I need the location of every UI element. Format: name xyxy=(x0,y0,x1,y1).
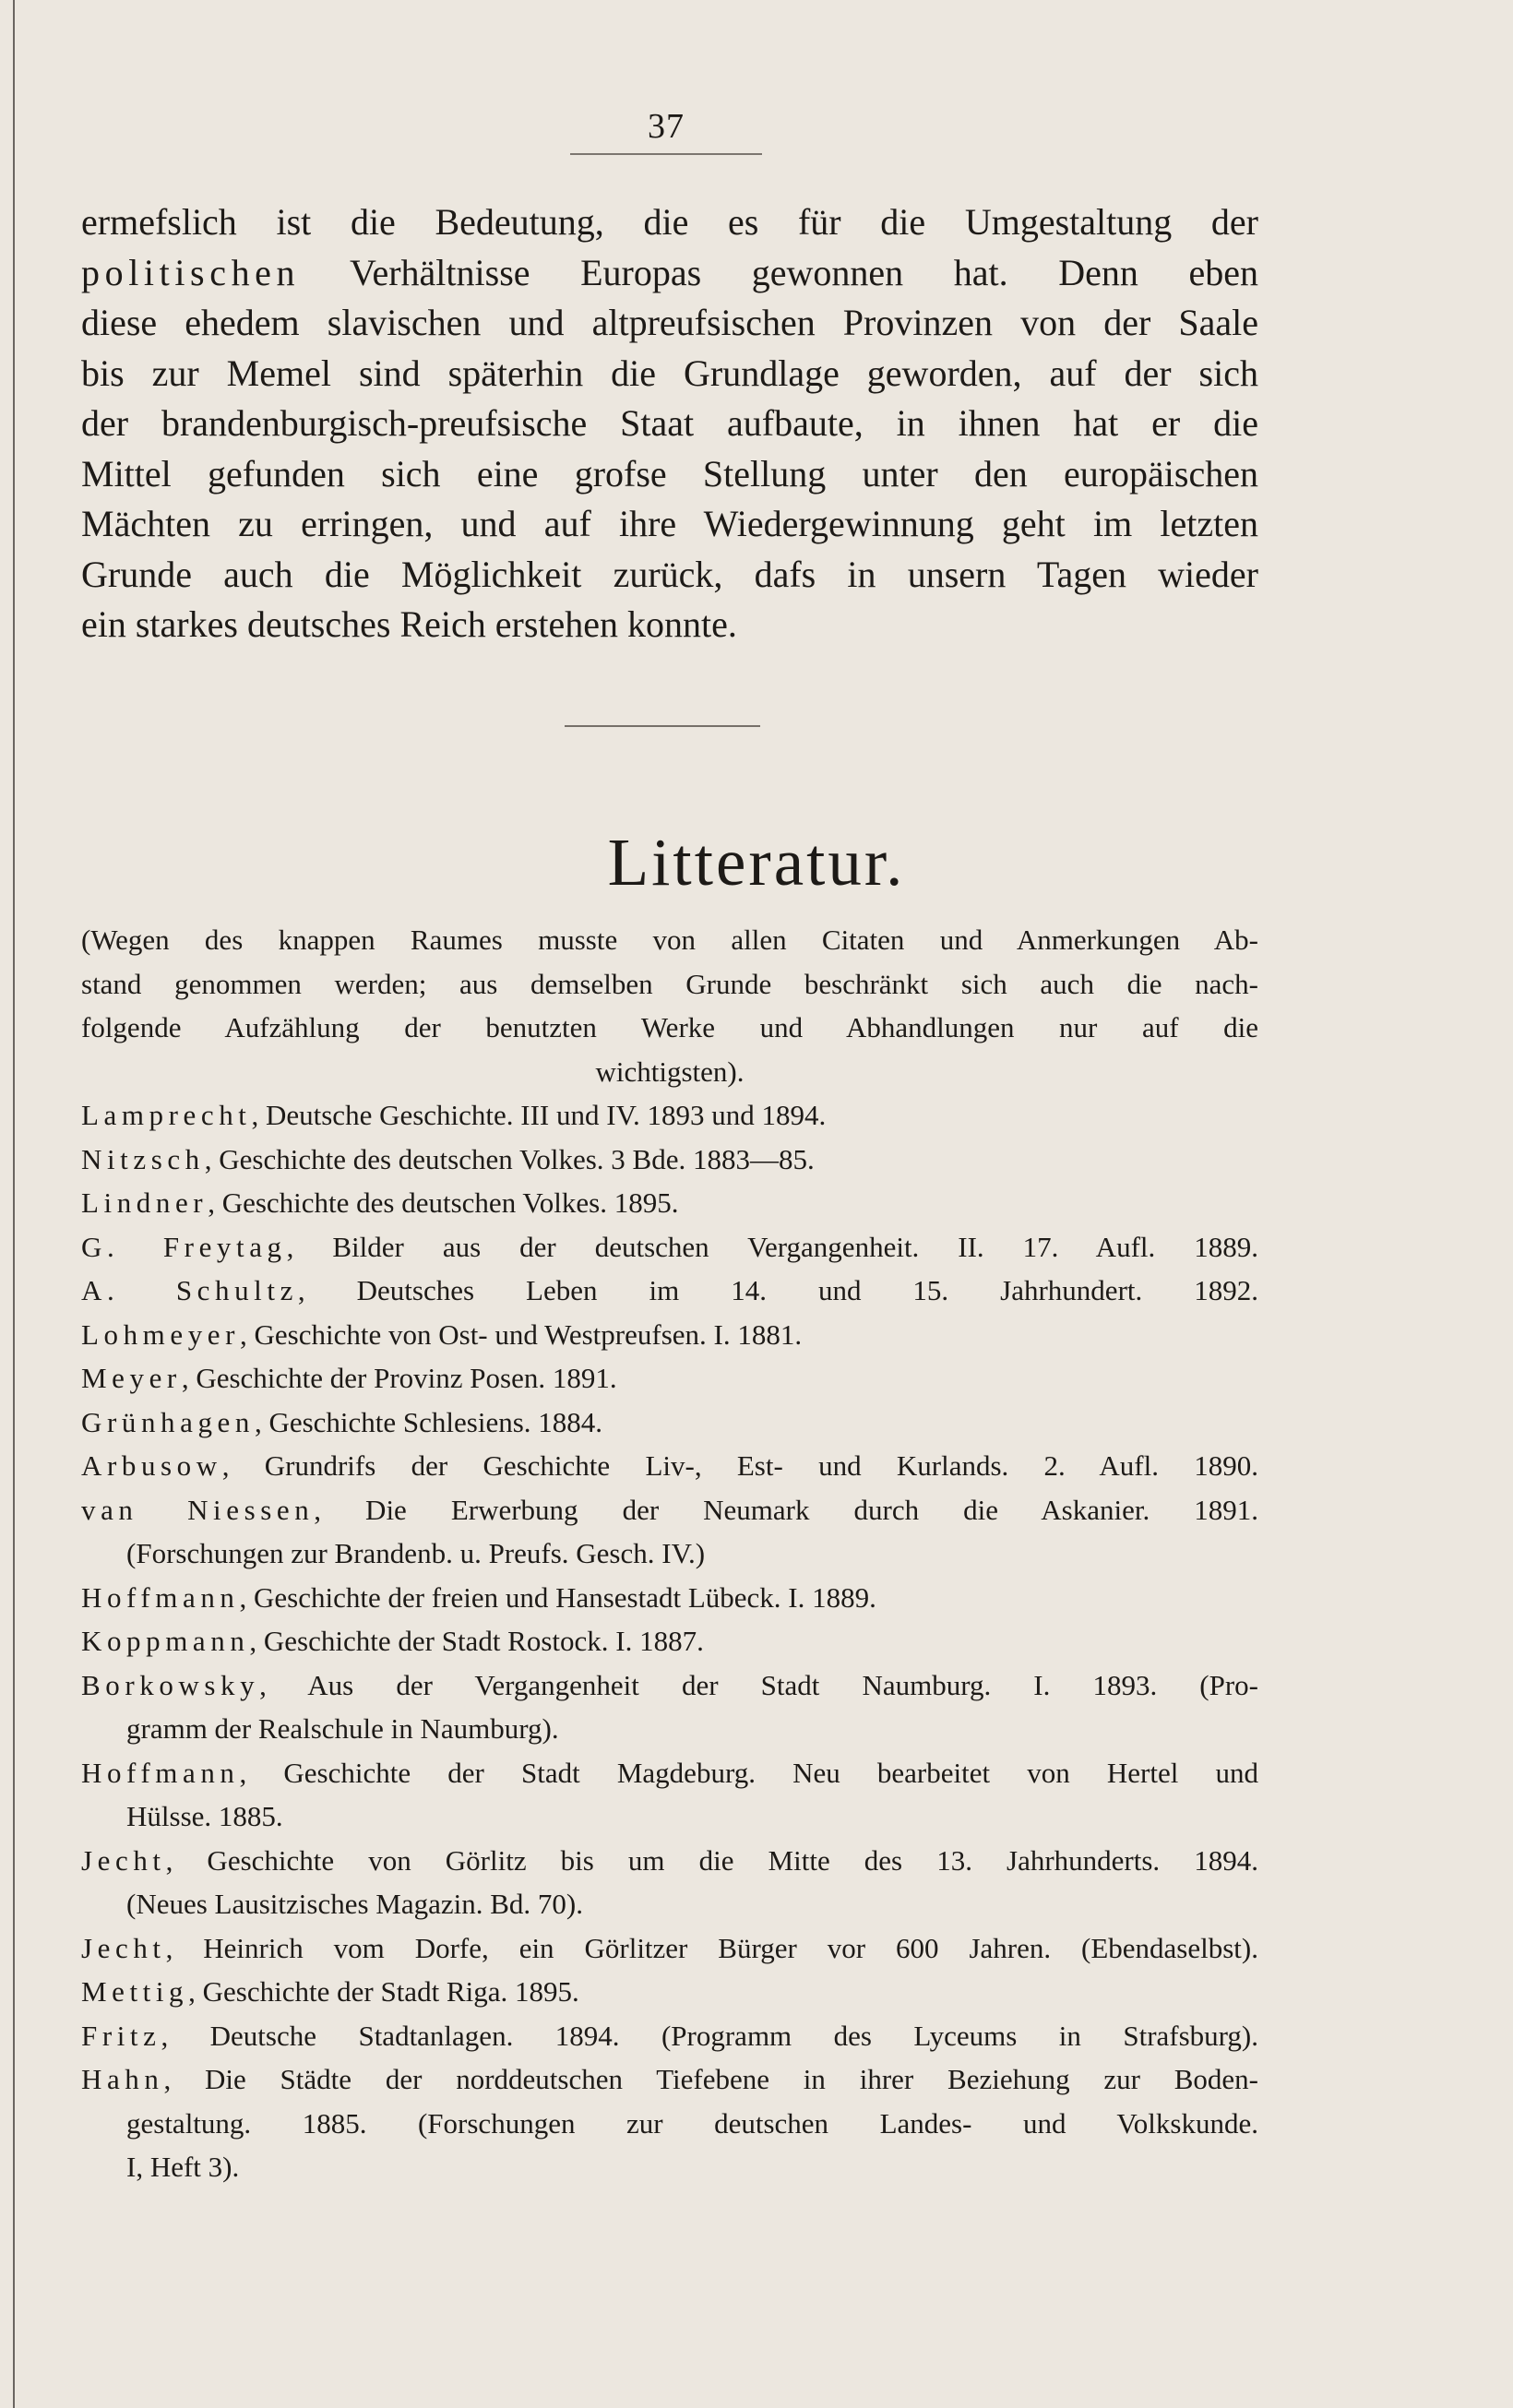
section-note xyxy=(81,918,1258,1093)
bibliography-entry-line xyxy=(81,1926,1258,1971)
bibliography-entry xyxy=(81,1356,1258,1401)
bibliography-entry xyxy=(81,1926,1258,1971)
bibliography-details: , Geschichte der Stadt Riga. 1895. xyxy=(188,1975,579,2008)
bibliography-entry xyxy=(81,1970,1258,2014)
bibliography-author: Hoffmann xyxy=(81,1756,240,1789)
note-line-1: (Wegen des knappen Raumes musste von allen Citaten und Anmerkungen Ab- xyxy=(81,924,1258,956)
bibliography-entry xyxy=(81,1839,1258,1926)
bibliography-entry xyxy=(81,1138,1258,1182)
bibliography-author: Hoffmann xyxy=(81,1580,240,1614)
page-number-rule xyxy=(570,153,762,155)
bibliography-details: , Deutsche Geschichte. III und IV. 1893 und 1894. xyxy=(251,1099,827,1131)
page-number: 37 xyxy=(648,107,685,146)
bibliography-details: , Geschichte der Stadt Magdeburg. Neu bearbeitet von Hertel und xyxy=(239,1756,1258,1789)
bibliography-continuation-line: Hülsse. 1885. xyxy=(126,1800,283,1832)
bibliography-entry xyxy=(81,1225,1258,1270)
bibliography-entry xyxy=(81,1093,1258,1138)
bibliography-details: , Deutsche Stadtanlagen. 1894. (Programm des Lyceums in Strafsburg). xyxy=(161,2019,1258,2052)
bibliography-author: Hahn xyxy=(81,2063,164,2095)
bibliography-details: , Geschichte Schlesiens. 1884. xyxy=(254,1405,603,1438)
bibliography-author: Lamprecht xyxy=(81,1099,252,1131)
bibliography-author: Lohmeyer xyxy=(81,1317,241,1351)
paragraph-line-2-rest: Verhältnisse Europas gewonnen hat. Denn eben xyxy=(350,251,1258,293)
note-line-3: folgende Aufzählung der benutzten Werke und Abhandlungen nur auf die xyxy=(81,1011,1258,1043)
bibliography-details: , Geschichte der freien und Hansestadt Lübeck. I. 1889. xyxy=(239,1580,876,1614)
bibliography-author: Borkowsky xyxy=(81,1668,260,1701)
section-title: Litteratur. xyxy=(607,825,906,900)
bibliography-author: Meyer xyxy=(81,1362,182,1394)
bibliography-details: , Geschichte der Stadt Rostock. I. 1887. xyxy=(249,1625,704,1657)
bibliography-entry xyxy=(81,1488,1258,1576)
bibliography-entry-line xyxy=(81,1839,1258,1883)
note-line-2: stand genommen werden; aus demselben Grunde beschränkt sich auch die nach- xyxy=(81,967,1258,1000)
paragraph-line-7: Mächten zu erringen, und auf ihre Wiedergewinnung geht im letzten xyxy=(81,503,1258,544)
bibliography-author: Jecht xyxy=(81,1843,166,1877)
bibliography-author: Arbusow xyxy=(81,1449,222,1482)
bibliography-details: , Die Erwerbung der Neumark durch die Askanier. 1891. xyxy=(314,1493,1258,1526)
paragraph-line-2 xyxy=(81,248,1258,299)
bibliography-details: , Geschichte des deutschen Volkes. 1895. xyxy=(208,1186,679,1219)
paragraph-line-1: ermefslich ist die Bedeutung, die es für die Umgestaltung der xyxy=(81,201,1258,243)
bibliography-continuation-line: gestaltung. 1885. (Forschungen zur deutschen Landes- und Volkskunde. xyxy=(126,2106,1258,2140)
page-header xyxy=(565,109,768,155)
bibliography-entry-line xyxy=(81,2057,1258,2102)
bibliography-entry-line xyxy=(81,1488,1258,1532)
bibliography-author: Mettig xyxy=(81,1975,189,2008)
bibliography-details: , Grundrifs der Geschichte Liv-, Est- und Kurlands. 2. Aufl. 1890. xyxy=(221,1449,1258,1482)
paragraph-line-3: diese ehedem slavischen und altpreufsischen Provinzen von der Saale xyxy=(81,302,1258,343)
bibliography-entry-line xyxy=(81,2014,1258,2058)
bibliography-details: , Geschichte des deutschen Volkes. 3 Bde. 1883—85. xyxy=(204,1142,815,1175)
bibliography-entry-line xyxy=(81,1313,1258,1357)
bibliography-continuation-line: (Forschungen zur Brandenb. u. Preufs. Gesch. IV.) xyxy=(126,1537,706,1569)
bibliography-entry-line xyxy=(81,1093,1258,1138)
bibliography-author: Grünhagen xyxy=(81,1405,255,1438)
bibliography-continuation-line: I, Heft 3). xyxy=(126,2151,240,2183)
bibliography-details: , Deutsches Leben im 14. und 15. Jahrhundert. 1892. xyxy=(297,1274,1258,1306)
bibliography-entry-line xyxy=(81,1619,1258,1663)
bibliography-continuation-line: gramm der Realschule in Naumburg). xyxy=(126,1712,559,1745)
bibliography-entry-line xyxy=(81,1576,1258,1620)
bibliography-entry xyxy=(81,1751,1258,1839)
bibliography-details: , Heinrich vom Dorfe, ein Görlitzer Bürger vor 600 Jahren. (Ebendaselbst). xyxy=(165,1931,1258,1964)
bibliography-entry-line xyxy=(81,1138,1258,1182)
bibliography-entry-line xyxy=(81,1269,1258,1313)
paragraph-line-6: Mittel gefunden sich eine grofse Stellung unter den europäischen xyxy=(81,452,1258,495)
bibliography-entry xyxy=(81,1181,1258,1225)
paragraph-line-8: Grunde auch die Möglichkeit zurück, dafs in unsern Tagen wieder xyxy=(81,553,1258,595)
paragraph-line-4: bis zur Memel sind späterhin die Grundlage geworden, auf der sich xyxy=(81,352,1258,394)
page-edge-rule xyxy=(13,0,15,2408)
bibliography-details: , Aus der Vergangenheit der Stadt Naumburg. I. 1893. (Pro- xyxy=(259,1668,1258,1701)
bibliography-entry xyxy=(81,1269,1258,1313)
bibliography-entry xyxy=(81,2014,1258,2058)
bibliography-entry-line xyxy=(81,1401,1258,1445)
body-paragraph xyxy=(81,197,1258,650)
bibliography-details: , Die Städte der norddeutschen Tiefebene in ihrer Beziehung zur Boden- xyxy=(163,2063,1258,2095)
bibliography-details: , Geschichte der Provinz Posen. 1891. xyxy=(181,1362,617,1394)
bibliography-entry xyxy=(81,1313,1258,1357)
bibliography-entry xyxy=(81,1663,1258,1751)
bibliography-entry xyxy=(81,1444,1258,1488)
bibliography-list xyxy=(81,1093,1258,2189)
bibliography-entry xyxy=(81,2057,1258,2189)
bibliography-author: G. Freytag xyxy=(81,1230,287,1263)
bibliography-entry-line xyxy=(81,1181,1258,1225)
bibliography-entry-line xyxy=(81,1225,1258,1270)
bibliography-entry-line xyxy=(81,1356,1258,1401)
bibliography-entry-line xyxy=(81,1663,1258,1708)
bibliography-entry xyxy=(81,1619,1258,1663)
bibliography-entry xyxy=(81,1576,1258,1620)
section-divider xyxy=(565,725,760,727)
emphasized-word: politischen xyxy=(81,251,301,293)
bibliography-details: , Bilder aus der deutschen Vergangenheit. II. 17. Aufl. 1889. xyxy=(286,1230,1258,1263)
bibliography-continuation-line: (Neues Lausitzisches Magazin. Bd. 70). xyxy=(126,1888,584,1920)
bibliography-details: , Geschichte von Görlitz bis um die Mitte des 13. Jahrhunderts. 1894. xyxy=(165,1843,1258,1877)
bibliography-author: Lindner xyxy=(81,1186,208,1219)
paragraph-line-9: ein starkes deutsches Reich erstehen konnte. xyxy=(81,603,737,645)
bibliography-author: Jecht xyxy=(81,1931,166,1964)
bibliography-author: A. Schultz xyxy=(81,1274,298,1306)
paragraph-line-5: der brandenburgisch-preufsische Staat aufbaute, in ihnen hat er die xyxy=(81,402,1258,444)
bibliography-author: Fritz xyxy=(81,2019,161,2052)
bibliography-entry-line xyxy=(81,1444,1258,1488)
bibliography-entry-line xyxy=(81,1751,1258,1795)
bibliography-author: van Niessen xyxy=(81,1493,315,1526)
note-line-4: wichtigsten). xyxy=(595,1055,745,1088)
bibliography-author: Nitzsch xyxy=(81,1142,205,1175)
bibliography-details: , Geschichte von Ost- und Westpreufsen. I. 1881. xyxy=(240,1317,803,1351)
bibliography-author: Koppmann xyxy=(81,1625,250,1657)
bibliography-entry xyxy=(81,1401,1258,1445)
bibliography-entry-line xyxy=(81,1970,1258,2014)
